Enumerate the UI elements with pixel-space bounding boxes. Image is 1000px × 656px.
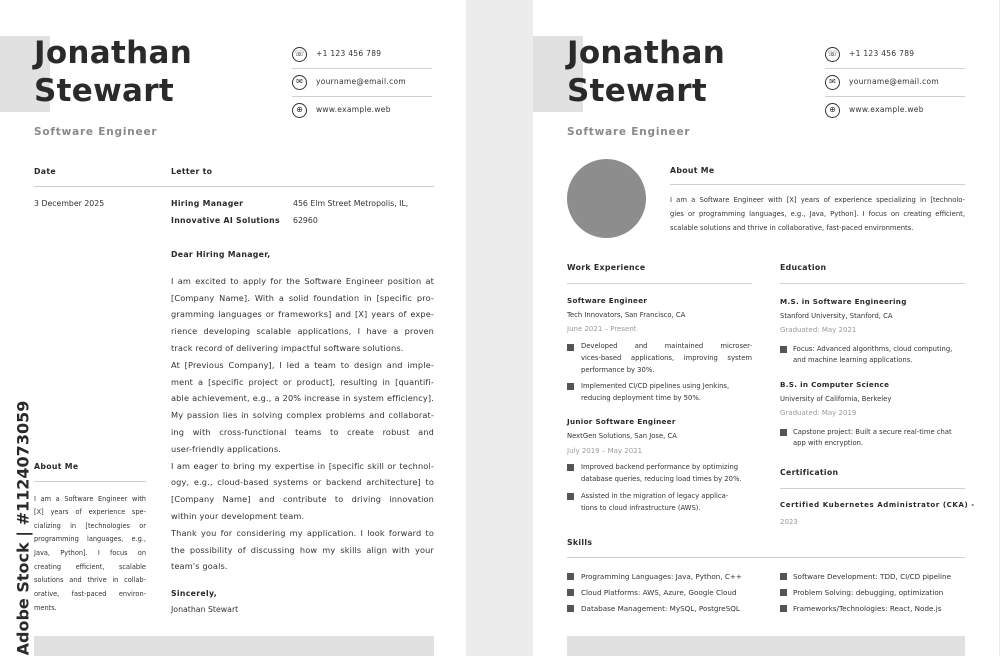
- about-line: programming languages, e.g.,: [34, 535, 146, 543]
- phone-text: +1 123 456 789: [316, 49, 382, 58]
- body-line: gramming languages or frameworks] and [X] years of expe-: [171, 309, 434, 319]
- certification-year: 2023: [780, 518, 798, 526]
- work-experience-heading: Work Experience: [567, 263, 646, 272]
- globe-icon: ⊕: [825, 103, 840, 118]
- body-line: Thank you for considering my application. I look forward to: [171, 528, 434, 538]
- degree: B.S. in Computer Science: [780, 380, 890, 389]
- skill-item: Programming Languages: Java, Python, C++: [581, 572, 742, 581]
- bullet-square: [780, 605, 787, 612]
- body-line: At [Previous Company], I led a team to design and imple-: [171, 360, 434, 370]
- school: Stanford University, Stanford, CA: [780, 312, 893, 320]
- bullet-square: [567, 605, 574, 612]
- recipient-company: Innovative AI Solutions: [171, 216, 280, 225]
- bullet-square: [780, 346, 787, 353]
- email-icon: ✉: [292, 75, 307, 90]
- skill-item: Cloud Platforms: AWS, Azure, Google Cloud: [581, 588, 737, 597]
- about-line: I am a Software Engineer with: [34, 495, 146, 503]
- contact-email: [825, 69, 965, 97]
- divider: [34, 481, 146, 482]
- school: University of California, Berkeley: [780, 395, 892, 403]
- body-line: the possibility of discussing how my skills align with your: [171, 545, 434, 555]
- resume-page: [533, 0, 999, 656]
- body-line: track record of delivering impactful software solutions.: [171, 343, 404, 353]
- job-dates: July 2019 – May 2021: [567, 447, 643, 455]
- bullet-line: Developed and maintained microser-: [581, 342, 752, 350]
- contact-phone: [292, 41, 432, 69]
- bullet-square: [780, 429, 787, 436]
- candidate-name: [34, 34, 192, 110]
- job-company: Tech Innovators, San Francisco, CA: [567, 311, 686, 319]
- closing: Sincerely,: [171, 589, 217, 598]
- body-line: [Company Name] and contribute to driving innovation: [171, 494, 434, 504]
- stock-watermark: [9, 400, 37, 656]
- about-line: cializing in [technologies or: [34, 522, 146, 530]
- about-me-heading: About Me: [34, 462, 79, 471]
- job-dates: June 2021 – Present: [567, 325, 637, 333]
- divider: [780, 283, 965, 284]
- body-line: ment a [specific project or product], resulting in [quantifi-: [171, 377, 434, 387]
- bullet-line: database queries, reducing load times by 20%.: [581, 475, 742, 483]
- cover-letter-page: [0, 0, 466, 656]
- about-line: [X] years of experience spe-: [34, 508, 146, 516]
- body-line: [Company Name]. With a solid foundation in [specific pro-: [171, 293, 434, 303]
- name-last: Stewart: [34, 73, 174, 109]
- bullet-line: Focus: Advanced algorithms, cloud computing,: [793, 345, 953, 353]
- about-line: Java, Python]. I focus on: [34, 549, 146, 557]
- bullet-square: [567, 573, 574, 580]
- bullet-line: vices-based applications, improving system: [581, 354, 752, 362]
- graduation-date: Graduated: May 2019: [780, 409, 857, 417]
- job-title: Junior Software Engineer: [567, 417, 676, 426]
- education-heading: Education: [780, 263, 827, 272]
- profile-photo-placeholder: [567, 159, 646, 238]
- name-first: Jonathan: [34, 35, 193, 71]
- bullet-square: [567, 589, 574, 596]
- about-me-heading: About Me: [670, 166, 715, 175]
- body-line: I am excited to apply for the Software Engineer position at: [171, 276, 434, 286]
- body-line: ing with cross-functional teams to create robust and: [171, 427, 434, 437]
- watermark-text: Adobe Stock | #1124073059: [13, 400, 33, 656]
- name-first: Jonathan: [567, 35, 726, 71]
- bullet-line: and machine learning applications.: [793, 356, 913, 364]
- web-text: www.example.web: [849, 105, 924, 114]
- degree: M.S. in Software Engineering: [780, 297, 907, 306]
- about-line: orative, fast-paced environ-: [34, 590, 146, 598]
- phone-icon: ☏: [825, 47, 840, 62]
- footer-bar: [567, 636, 965, 656]
- job-role: Software Engineer: [34, 126, 158, 138]
- candidate-name: [567, 34, 725, 110]
- email-text: yourname@email.com: [316, 77, 406, 86]
- contact-phone: [825, 41, 965, 69]
- recipient-title: Hiring Manager: [171, 199, 244, 208]
- email-text: yourname@email.com: [849, 77, 939, 86]
- job-title: Software Engineer: [567, 296, 648, 305]
- skill-item: Software Development: TDD, CI/CD pipeline: [793, 572, 952, 581]
- bullet-line: app with encryption.: [793, 439, 864, 447]
- bullet-square: [780, 573, 787, 580]
- about-line: solutions and thrive in collab-: [34, 576, 146, 584]
- phone-text: +1 123 456 789: [849, 49, 915, 58]
- contact-web: [292, 97, 432, 125]
- skill-item: Frameworks/Technologies: React, Node.js: [793, 604, 942, 613]
- bullet-square: [567, 464, 574, 471]
- bullet-line: Assisted in the migration of legacy applica-: [581, 492, 729, 500]
- bullet-square: [780, 589, 787, 596]
- about-line: gies or programming languages, e.g., Java, Python]. I focus on creating efficient,: [670, 210, 965, 218]
- bullet-line: reducing deployment time by 50%.: [581, 394, 701, 402]
- bullet-line: Improved backend performance by optimizing: [581, 463, 739, 471]
- divider: [34, 186, 434, 187]
- date-label: Date: [34, 167, 56, 176]
- email-icon: ✉: [825, 75, 840, 90]
- bullet-line: tions to cloud infrastructure (AWS).: [581, 504, 701, 512]
- divider: [670, 184, 965, 185]
- body-line: user-friendly applications.: [171, 444, 282, 454]
- about-line: creating efficient, scalable: [34, 563, 146, 571]
- certification-name: Certified Kubernetes Administrator (CKA) -: [780, 501, 975, 509]
- divider: [567, 557, 965, 558]
- certification-heading: Certification: [780, 468, 839, 477]
- divider: [780, 488, 965, 489]
- globe-icon: ⊕: [292, 103, 307, 118]
- skills-heading: Skills: [567, 538, 593, 547]
- body-line: rience developing scalable applications, I have a proven: [171, 326, 434, 336]
- signature: Jonathan Stewart: [171, 605, 239, 614]
- contact-email: [292, 69, 432, 97]
- letter-to-label: Letter to: [171, 167, 213, 176]
- skill-item: Problem Solving: debugging, optimization: [793, 588, 944, 597]
- address-line-1: 456 Elm Street Metropolis, IL,: [293, 199, 409, 208]
- salutation: Dear Hiring Manager,: [171, 250, 271, 259]
- job-role: Software Engineer: [567, 126, 691, 138]
- bullet-square: [567, 383, 574, 390]
- graduation-date: Graduated: May 2021: [780, 326, 857, 334]
- name-last: Stewart: [567, 73, 707, 109]
- body-line: within your development team.: [171, 511, 305, 521]
- about-line: scalable solutions and thrive in collaborative, fast-paced environments.: [670, 224, 914, 232]
- web-text: www.example.web: [316, 105, 391, 114]
- body-line: able achievement, e.g., a 20% increase in system efficiency].: [171, 393, 434, 403]
- job-company: NextGen Solutions, San Jose, CA: [567, 432, 677, 440]
- body-line: ogy, e.g., cloud-based systems or backend architecture] to: [171, 477, 434, 487]
- footer-bar: [34, 636, 434, 656]
- contact-web: [825, 97, 965, 125]
- bullet-line: performance by 30%.: [581, 366, 655, 374]
- about-line: ments.: [34, 604, 57, 612]
- skill-item: Database Management: MySQL, PostgreSQL: [581, 604, 740, 613]
- body-line: My passion lies in solving complex problems and collaborat-: [171, 410, 434, 420]
- bullet-line: Capstone project: Built a secure real-time chat: [793, 428, 952, 436]
- phone-icon: ☏: [292, 47, 307, 62]
- bullet-line: Implemented CI/CD pipelines using Jenkins,: [581, 382, 730, 390]
- body-line: I am eager to bring my expertise in [specific skill or technol-: [171, 461, 434, 471]
- body-line: team's goals.: [171, 561, 228, 571]
- bullet-square: [567, 493, 574, 500]
- divider: [567, 283, 752, 284]
- letter-date: 3 December 2025: [34, 199, 105, 208]
- bullet-square: [567, 344, 574, 351]
- address-line-2: 62960: [293, 216, 318, 225]
- about-line: I am a Software Engineer with [X] years of experience specializing in [technolo-: [670, 196, 965, 204]
